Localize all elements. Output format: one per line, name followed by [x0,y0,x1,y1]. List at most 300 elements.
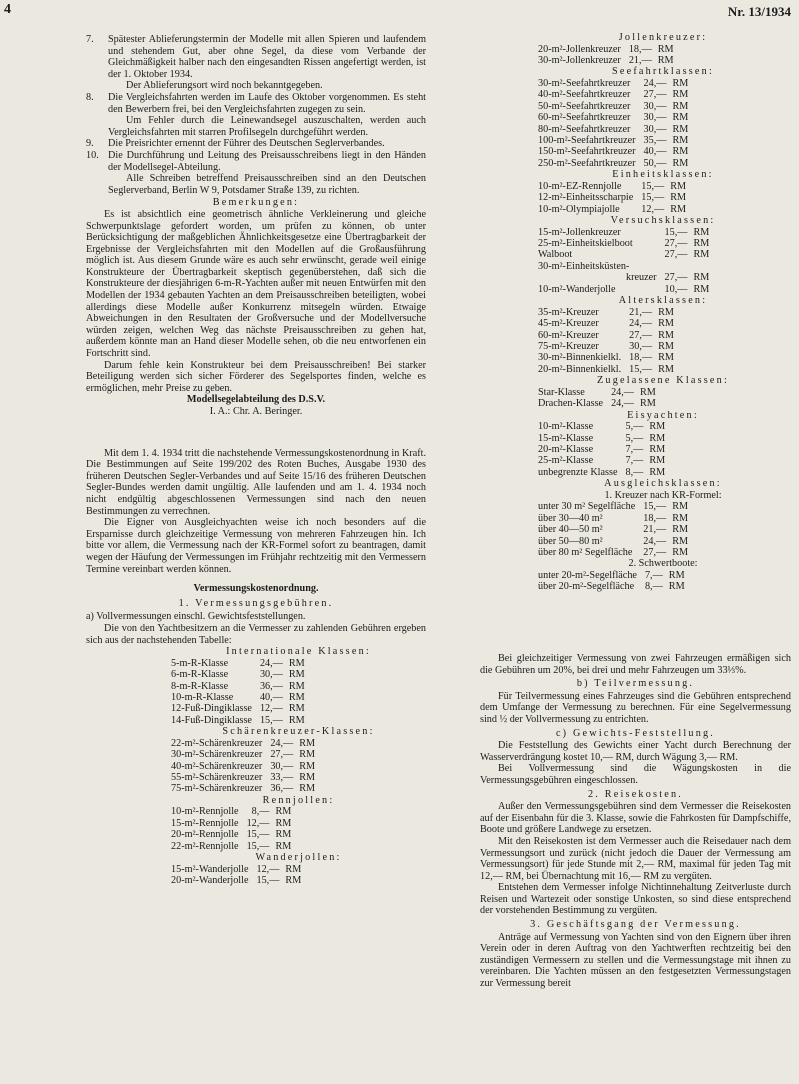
fee-amount: 30,— [629,340,653,352]
section-heading: c) Gewichts-Feststellung. [555,727,716,739]
bemerkungen-text [86,209,426,395]
fee-amount [657,261,688,272]
class-name: 60-m²-Seefahrtkreuzer [538,112,631,124]
fee-unit: RM [658,352,674,364]
fee-unit: RM [672,157,689,169]
fee-unit: RM [672,146,689,158]
fee-unit: RM [658,329,674,341]
class-name: 40-m²-Seefahrtkreuzer [538,89,631,101]
fee-unit: RM [693,283,710,295]
item-number [86,80,108,92]
fee-row [538,238,709,249]
fee-unit: RM [672,112,689,124]
fee-row [538,55,674,66]
fee-row [538,364,674,375]
fee-amount: 5,— [625,421,644,433]
text-paragraph: Für Teilvermessung eines Fahrzeuges sind die Gebühren entsprechend dem Umfange der Vermessung zu berechnen. Für eine Segelvermessung sind ½ der Vollvermessung zu entrichten. [480,690,791,725]
fee-unit: RM [288,703,305,715]
fee-row [538,467,665,478]
fee-amount: 8,— [644,581,663,593]
class-name: 20-m²-Binnenkielkl. [538,363,622,375]
fee-row [538,158,688,169]
fee-group-heading: Jollenkreuzer: [618,32,708,43]
vollvermessungen-heading: a) Vollvermessungen einschl. Gewichtsfeststellungen. [86,611,306,623]
fee-row [538,44,674,55]
class-name: Drachen-Klasse [538,398,604,410]
class-name: 22-m²-Schärenkreuzer [171,737,263,749]
class-name: 250-m²-Seefahrtkreuzer [538,157,636,169]
fee-unit: RM [288,657,305,669]
fee-amount: 27,— [629,329,653,341]
left-column [86,34,426,886]
fee-row [538,146,688,157]
item-number [86,115,108,138]
fee-row [171,761,315,772]
schwert-heading: 2. Schwertboote: [628,558,698,570]
class-name: 20-m²-Klasse [538,443,594,455]
fee-row [171,749,315,760]
text-paragraph: Bei gleichzeitiger Vermessung von zwei Fahrzeugen ermäßigen sich die Gebühren um 20%, bei drei und mehr Fahrzeugen um 33⅓%. [480,653,791,676]
class-name: 20-m²-Jollenkreuzer [538,43,621,55]
class-name: über 20-m²-Segelfläche [538,581,635,593]
intro-paragraph: Die Eigner von Ausgleichyachten weise ich noch besonders auf die Ersparnisse durch gleichzeitige Vermessung von mehreren Fahrzeugen hin. Ich bitte vor allem, die Vermessung nach der KR-Formel sofort zu beantragen, damit wegen der Häufung der Vermessungen im Frühjahr rechtzeitig mit den Vermessern Termine vereinbart werden können. [86,517,426,575]
fee-row [538,536,688,547]
fee-row [538,89,688,100]
fee-amount: 18,— [628,43,652,55]
class-name: 25-m²-Klasse [538,455,594,467]
class-name: 14-Fuß-Dingiklasse [171,714,252,726]
fee-amount: 21,— [643,524,667,536]
fee-row [538,570,685,581]
fee-amount: 35,— [643,135,667,147]
fee-group-heading: Einheitsklassen: [612,169,714,181]
fee-row [171,829,291,840]
fee-unit: RM [649,432,666,444]
class-name: 15-m²-Wanderjolle [171,863,249,875]
fee-unit: RM [275,817,292,829]
fee-row [538,318,674,329]
fee-unit: RM [639,398,656,410]
fee-amount: 15,— [259,714,283,726]
fee-unit: RM [299,760,316,772]
class-name: 20-m²-Rennjolle [171,829,239,841]
class-name: 30-m²-Einheitsküsten- [538,260,630,272]
class-name: 10-m²-Wanderjolle [538,283,616,295]
class-name: 12-m²-Einheitsscharpie [538,192,634,204]
class-name: 15-m²-Rennjolle [171,817,239,829]
section-heading: 2. Reisekosten. [588,788,683,800]
fee-row [538,513,688,524]
fee-unit: RM [649,466,666,478]
fee-amount: 24,— [611,398,634,410]
fee-amount: 10,— [664,283,688,295]
fee-row [538,101,688,112]
numbered-item [86,80,426,92]
fee-amount: 8,— [625,466,644,478]
fee-amount: 15,— [629,363,653,375]
class-name: Star-Klasse [538,386,585,398]
fee-amount: 50,— [643,157,667,169]
fee-amount: 40,— [259,691,283,703]
fee-tables-right [538,32,788,478]
text-paragraph: Mit den Reisekosten ist dem Vermesser auch die Reisedauer nach dem Vermessungsort und zurück (nicht jedoch die Dauer der Vermessung am Vermessungsort) für jede Stunde mit 2,— RM, maximal für jeden Tag mit 12,— RM, bei Übernachtung mit 16,— RM zu vergüten. [480,835,791,882]
fee-amount: 30,— [259,669,283,681]
class-name: 30-m²-Seefahrtkreuzer [538,78,631,89]
fee-amount: 15,— [256,874,280,886]
fee-amount: 7,— [644,569,663,581]
section-heading: 3. Geschäftsgang der Vermessung. [530,919,741,931]
fee-amount: 5,— [625,432,644,444]
class-name: 30-m²-Binnenkielkl. [538,352,622,364]
numbered-item [86,115,426,138]
fee-row [171,681,305,692]
fee-unit: RM [299,783,316,795]
fee-row [538,78,688,89]
class-name: 75-m²-Kreuzer [538,340,599,352]
fee-row [171,841,291,852]
numbered-items [86,34,426,196]
fee-row [171,669,305,680]
fee-amount: 18,— [629,352,653,364]
class-name: unter 30 m² Segelfläche [538,501,636,513]
fee-row [171,692,305,703]
fee-unit: RM [672,501,689,513]
fee-unit: RM [288,680,305,692]
text-paragraph: Außer den Vermessungsgebühren sind dem Vermesser die Reisekosten auf der Eisenbahn für die 3. Klasse, sowie die Fahrkosten für Dampfschiffe, Boote und größere Landwege zu ersetzen. [480,801,791,836]
class-name: über 80 m² Segelfläche [538,546,633,558]
fee-amount: 15,— [664,226,688,238]
right-fee-column [538,32,788,593]
fee-row [538,581,685,592]
fee-amount: 33,— [270,771,294,783]
fee-amount: 36,— [259,680,283,692]
fee-unit: RM [672,535,689,547]
fee-row [538,135,688,146]
item-text: Spätester Ablieferungstermin der Modelle mit allen Spieren und laufendem und stehendem Gut, aber ohne Segel, da diese vom Verbande der Gleichmäßigkeit halber nach den eingesandten Rissen angefertigt werden, ist der 1. Oktober 1934. [108,34,426,80]
fee-row [171,715,305,726]
class-name: 10-m²-EZ-Rennjolle [538,180,622,192]
fee-unit: RM [693,238,710,250]
fee-unit: RM [288,714,305,726]
fee-unit: RM [668,581,685,593]
numbered-item [86,92,426,115]
fee-amount: 27,— [270,749,294,761]
fee-row [538,352,674,363]
class-name: 45-m²-Kreuzer [538,318,599,330]
kr-heading: 1. Kreuzer nach KR-Formel: [604,489,722,501]
fee-unit: RM [657,43,674,55]
class-name: 10-m²-Klasse [538,421,594,433]
class-name: über 40—50 m² [538,524,603,536]
class-name: 100-m²-Seefahrtkreuzer [538,135,636,147]
fee-group-heading: Rennjollen: [262,794,335,806]
fee-amount: 27,— [664,272,688,284]
numbered-item [86,150,426,173]
fee-amount: 12,— [641,203,665,215]
class-name: Walboot [538,249,573,261]
fee-row [538,204,686,215]
fee-unit: RM [670,180,687,192]
fee-group-heading: Schärenkreuzer-Klassen: [222,726,375,738]
class-name: 10-m²-Rennjolle [171,806,239,818]
class-name: 22-m²-Rennjolle [171,840,239,852]
fee-table [171,658,305,726]
class-name: 25-m²-Einheitskielboot [538,238,633,250]
fee-group-heading: Wanderjollen: [255,851,342,863]
fee-row [538,387,656,398]
class-name: 35-m²-Kreuzer [538,306,599,318]
fee-amount: 15,— [643,501,667,513]
fee-table [538,44,674,67]
fee-unit: RM [288,669,305,681]
fee-unit: RM [658,363,674,375]
fee-amount: 12,— [256,863,280,875]
fee-row [538,227,709,238]
fee-unit: RM [649,455,666,467]
class-name: kreuzer [626,272,657,284]
fee-amount: 15,— [641,180,665,192]
class-name: 5-m-R-Klasse [171,657,229,669]
fee-amount: 27,— [643,89,667,101]
fee-row [171,806,291,817]
fee-unit: RM [299,771,316,783]
fee-unit: RM [639,386,656,398]
fee-table [171,864,301,887]
class-name: über 30—40 m² [538,512,603,524]
page-number: 4 [4,2,11,17]
kr-fee-table [538,501,688,558]
fee-unit: RM [672,512,689,524]
class-name: unter 20-m²-Segelfläche [538,569,637,581]
fee-unit: RM [693,249,710,261]
fee-tables-left [86,646,426,886]
fee-table [538,421,665,478]
right-text-column [480,653,791,990]
fee-amount: 27,— [664,249,688,261]
fee-unit: RM [288,691,305,703]
fee-row [538,249,709,260]
fee-row [538,112,688,123]
fee-unit: RM [657,55,674,66]
fee-row [171,703,305,714]
fee-amount: 12,— [246,817,270,829]
fee-amount: 18,— [643,512,667,524]
fee-row [538,444,665,455]
fee-row [538,455,665,466]
fee-row [538,261,709,272]
fee-row [538,398,656,409]
vollvermessungen-text: Die von den Yachtbesitzern an die Vermesser zu zahlenden Gebühren ergeben sich aus der nachstehenden Tabelle: [86,622,426,646]
fee-row [538,192,686,203]
class-name: 6-m-R-Klasse [171,669,229,681]
intro-text [86,448,426,576]
class-name: 150-m²-Seefahrtkreuzer [538,146,636,158]
fee-unit: RM [658,318,674,330]
fee-table [171,738,315,795]
fee-row [538,433,665,444]
item-text: Der Ablieferungsort wird noch bekanntgegeben. [126,80,323,92]
class-name: 12-Fuß-Dingiklasse [171,703,252,715]
fee-row [538,330,674,341]
ausgleich-heading: Ausgleichsklassen: [604,478,722,490]
gebuehren-heading: 1. Vermessungsgebühren. [178,597,334,609]
fee-amount: 24,— [270,737,294,749]
fee-unit: RM [672,123,689,135]
fee-row [171,772,315,783]
fee-row [538,124,688,135]
fee-amount: 21,— [629,306,653,318]
fee-unit: RM [299,749,316,761]
class-name: über 50—80 m² [538,535,603,547]
fee-unit: RM [693,226,710,238]
fee-amount: 8,— [251,806,270,818]
ordnung-heading: Vermessungskostenordnung. [193,583,319,595]
class-name: 15-m²-Klasse [538,432,594,444]
class-name: 10-m-R-Klasse [171,691,234,703]
fee-row [538,501,688,512]
fee-group-heading: Seefahrtklassen: [612,66,714,78]
fee-row [171,658,305,669]
fee-unit: RM [672,546,689,558]
item-number: 7. [86,34,94,45]
text-paragraph: Anträge auf Vermessung von Yachten sind von den Eignern über ihren Verein oder in deren Auftrag von den Yachtwerften rechtzeitig bei den zuständigen Vermessern zu stellen und die Vermessungstage mit ihnen zu vereinbaren. Die Yachten müssen an den festgesetzten Vermessungstagen zur Vermessung bereit [480,931,791,990]
fee-unit: RM [693,272,710,284]
fee-unit: RM [275,829,292,841]
fee-unit: RM [285,874,302,886]
fee-row [538,547,688,558]
class-name: 10-m²-Olympiajolle [538,203,620,215]
fee-amount: 12,— [259,703,283,715]
fee-amount: 24,— [629,318,653,330]
class-name: 80-m²-Seefahrtkreuzer [538,123,631,135]
item-number: 8. [86,91,94,103]
fee-amount: 7,— [625,443,644,455]
fee-unit: RM [670,203,687,215]
fee-table [538,387,656,410]
fee-unit: RM [275,840,292,852]
fee-table [538,78,688,169]
fee-group-heading: Eisyachten: [627,409,699,421]
class-name: 30-m²-Jollenkreuzer [538,55,621,66]
fee-unit: RM [285,863,302,875]
fee-amount: 15,— [246,829,270,841]
bemerkungen-paragraph: Es ist absichtlich eine geometrisch ähnliche Verkleinerung und gleiche Schwerpunktslage gefordert worden, um prüfen zu können, ob unter Berücksichtigung der maßgeblichen Ähnlichkeitsgesetze eine Übertragbarkeit der Ergebnisse der Vergleichsfahrten mit den Modellen auf die Großausführung möglich ist. Aus diesem Grunde wäre es auch sehr erwünscht, gerade weil einige Konstrukteure der Übertragbarkeit skeptisch gegenüberstehen, daß sich die Konstrukteure der diesjährigen 6-m-R-Yachten außer mit neuen Entwürfen mit den Modellen der 1934 gebauten Yachten an dem Preisausschreiben beteiligten, wobei allerdings diese Modelle außer Konkurrenz mitsegeln würden. Etwaige Abweichungen in den Resultaten der Großversuche und der Modellversuche würden zeigen, welchen Weg das nächste Preisausschreiben zu gehen hat, außerdem könnte man an Hand dieser Modelle sehen, ob die neu entworfenen ein Fortschritt sind. [86,208,426,360]
fee-amount: 30,— [643,123,667,135]
fee-amount: 15,— [641,192,665,204]
fee-row [538,307,674,318]
intro-paragraph: Mit dem 1. 4. 1934 tritt die nachstehende Vermessungskostenordnung in Kraft. Die Bestimmungen auf Seite 199/202 des Roten Buches, Ausgabe 1930 des früheren Deutschen Segler-Verbandes und auf Seite 15/16 des früheren Deutschen Segler-Bundes werden damit ungültig. Alle laufenden und am 1. 4. 1934 noch nicht endgültig abgeschlossenen Vermessungen sind nach den neuen Bestimmungen zu verrechnen. [86,447,426,517]
fee-unit: RM [672,89,689,101]
fee-group-heading: Versuchsklassen: [610,215,716,227]
class-name: 30-m²-Schärenkreuzer [171,749,263,761]
fee-unit: RM [658,340,674,352]
fee-unit: RM [672,135,689,147]
item-number: 9. [86,138,94,150]
fee-row [538,181,686,192]
fee-group-heading: Altersklassen: [618,295,708,307]
class-name: 50-m²-Seefahrtkreuzer [538,100,631,112]
fee-unit: RM [670,192,687,204]
item-text: Alle Schreiben betreffend Preisausschreiben sind an den Deutschen Seglerverband, Berlin W 9, Potsdamer Straße 139, zu richten. [108,173,426,196]
signature-org: Modellsegelabteilung des D.S.V. [186,394,326,406]
fee-row [538,341,674,352]
fee-amount: 21,— [628,55,652,66]
fee-amount: 36,— [270,783,294,795]
fee-amount: 27,— [664,238,688,250]
fee-unit: RM [649,443,666,455]
fee-amount: 24,— [259,657,283,669]
item-text: Die Preisrichter ernennt der Führer des Deutschen Seglerverbandes. [108,138,385,150]
fee-unit: RM [299,737,316,749]
numbered-item [86,173,426,196]
fee-unit: RM [672,524,689,536]
text-paragraph: Bei Vollvermessung sind die Wägungskosten in die Vermessungsgebühren eingeschlossen. [480,763,791,786]
fee-table [538,307,674,375]
fee-unit: RM [672,78,689,89]
fee-unit: RM [275,806,292,818]
fee-amount: 40,— [643,146,667,158]
fee-row [538,421,665,432]
fee-amount: 24,— [643,535,667,547]
fee-table [171,806,291,852]
numbered-item [86,138,426,150]
fee-amount: 24,— [611,386,634,398]
class-name: 40-m²-Schärenkreuzer [171,760,263,772]
bemerkungen-paragraph: Darum fehle kein Konstrukteur bei dem Preisausschreiben! Bei starker Beteiligung werden sich sicher Förderer des Segelsportes finden, welche es ermöglichen, mehr Preise zu geben. [86,359,426,394]
class-name: 55-m²-Schärenkreuzer [171,771,263,783]
class-name: 75-m²-Schärenkreuzer [171,783,263,795]
issue-number: Nr. 13/1934 [727,4,791,19]
fee-unit: RM [672,100,689,112]
text-paragraph: Die Feststellung des Gewichts einer Yacht durch Berechnung der Wasserverdrängung kostet 10,— RM, durch Wägung 3,— RM. [480,740,791,763]
fee-group-heading: Internationale Klassen: [226,646,371,658]
item-text: Die Vergleichsfahrten werden im Laufe des Oktober vorgenommen. Es steht den Bewerbern frei, bei den Vergleichsfahrten zugegen zu sein. [108,91,426,115]
class-name: 8-m-R-Klasse [171,680,229,692]
fee-amount: 7,— [625,455,644,467]
fee-row [171,864,301,875]
class-name: 15-m²-Jollenkreuzer [538,226,621,238]
fee-row [538,284,709,295]
item-text: Die Durchführung und Leitung des Preisausschreibens liegt in den Händen der Modellsegel-Abteilung. [108,149,426,173]
fee-amount: 15,— [246,840,270,852]
fee-unit: RM [668,569,685,581]
class-name: 20-m²-Wanderjolle [171,874,249,886]
fee-row [171,738,315,749]
item-number [86,173,108,196]
fee-group-heading: Zugelassene Klassen: [597,375,729,387]
fee-unit [687,261,709,272]
fee-amount: 27,— [643,546,667,558]
class-name: unbegrenzte Klasse [538,466,618,478]
signature-name: I. A.: Chr. A. Beringer. [209,406,303,417]
class-name: 60-m²-Kreuzer [538,329,599,341]
fee-row [171,783,315,794]
item-number: 10. [86,149,99,161]
fee-row [171,875,301,886]
fee-unit: RM [658,306,674,318]
fee-unit: RM [649,421,666,433]
fee-row [538,524,688,535]
fee-amount: 24,— [643,78,667,89]
fee-amount: 30,— [643,100,667,112]
fee-table [538,181,686,215]
fee-amount: 30,— [270,760,294,772]
fee-row [171,818,291,829]
bemerkungen-heading: Bemerkungen: [212,197,300,209]
text-paragraph: Entstehen dem Vermesser infolge Nichtinnehaltung Zeitverluste durch Reisen und Wartezeit oder sonstige Unkosten, so sind diese entsprechend der vorstehenden Bestimmung zu vergüten. [480,882,791,917]
fee-row [538,272,709,283]
fee-amount: 30,— [643,112,667,124]
